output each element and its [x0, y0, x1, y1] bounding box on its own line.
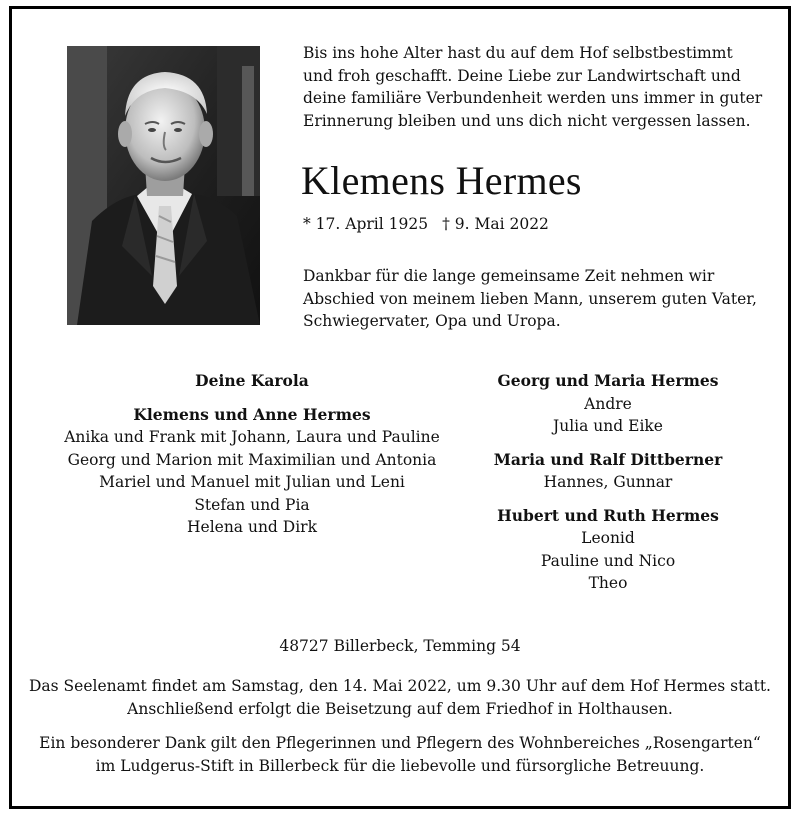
thanks-line: Schwiegervater, Opa und Uropa.: [303, 312, 561, 330]
gratitude-line: Ein besonderer Dank gilt den Pflegerinnen und Pflegern des Wohnbereiches „Rosengarten“: [39, 734, 761, 752]
thanks-line: Abschied von meinem lieben Mann, unserem guten Vater,: [303, 289, 757, 308]
gratitude-line: im Ludgerus-Stift in Billerbeck für die liebevolle und fürsorgliche Betreuung.: [95, 756, 705, 775]
address: 48727 Billerbeck, Temming 54: [279, 637, 521, 655]
family-member: Julia und Eike: [553, 417, 663, 435]
portrait-illustration: [67, 46, 260, 325]
family-group: [488, 370, 728, 438]
death-date: † 9. Mai 2022: [442, 215, 549, 233]
family-head: Hubert und Ruth Hermes: [497, 505, 719, 525]
family-member: Pauline und Nico: [540, 551, 676, 570]
family-group: [52, 404, 452, 539]
mourners-left-column: [52, 370, 452, 550]
family-group: [488, 505, 728, 595]
family-member: Anika und Frank mit Johann, Laura und Pauline: [64, 428, 440, 446]
intro-line: Bis ins hohe Alter hast du auf dem Hof selbstbestimmt: [303, 44, 733, 62]
mourners-right-column: [488, 370, 728, 606]
family-member: Stefan und Pia: [194, 495, 310, 514]
family-group: [488, 449, 728, 494]
thanks-text: [303, 265, 773, 333]
life-dates: [303, 213, 549, 235]
intro-line: Erinnerung bleiben und uns dich nicht vergessen lassen.: [303, 111, 751, 130]
family-group: [52, 370, 452, 393]
family-head: Klemens und Anne Hermes: [133, 404, 371, 424]
deceased-name: Klemens Hermes: [301, 158, 582, 203]
family-head: Deine Karola: [195, 371, 309, 390]
family-member: Mariel und Manuel mit Julian und Leni: [99, 473, 405, 491]
intro-line: deine familiäre Verbundenheit werden uns immer in guter: [303, 89, 763, 107]
family-member: Leonid: [581, 529, 635, 547]
family-member: Helena und Dirk: [187, 518, 317, 536]
family-member: Theo: [588, 574, 628, 592]
family-member: Georg und Marion mit Maximilian und Antonia: [67, 450, 437, 469]
family-member: Hannes, Gunnar: [543, 473, 673, 491]
family-head: Maria und Ralf Dittberner: [493, 449, 723, 469]
service-line: Anschließend erfolgt die Beisetzung auf dem Friedhof in Holthausen.: [127, 699, 673, 718]
service-line: Das Seelenamt findet am Samstag, den 14. Mai 2022, um 9.30 Uhr auf dem Hof Hermes statt.: [28, 677, 771, 695]
service-info: [20, 675, 780, 720]
family-head: Georg und Maria Hermes: [497, 371, 719, 390]
gratitude-note: [20, 732, 780, 777]
intro-text: [303, 42, 773, 132]
birth-date: * 17. April 1925: [303, 215, 429, 233]
thanks-line: Dankbar für die lange gemeinsame Zeit nehmen wir: [303, 267, 715, 285]
intro-line: und froh geschafft. Deine Liebe zur Landwirtschaft und: [303, 66, 741, 85]
portrait-photo: [67, 46, 260, 325]
family-member: Andre: [584, 394, 632, 413]
